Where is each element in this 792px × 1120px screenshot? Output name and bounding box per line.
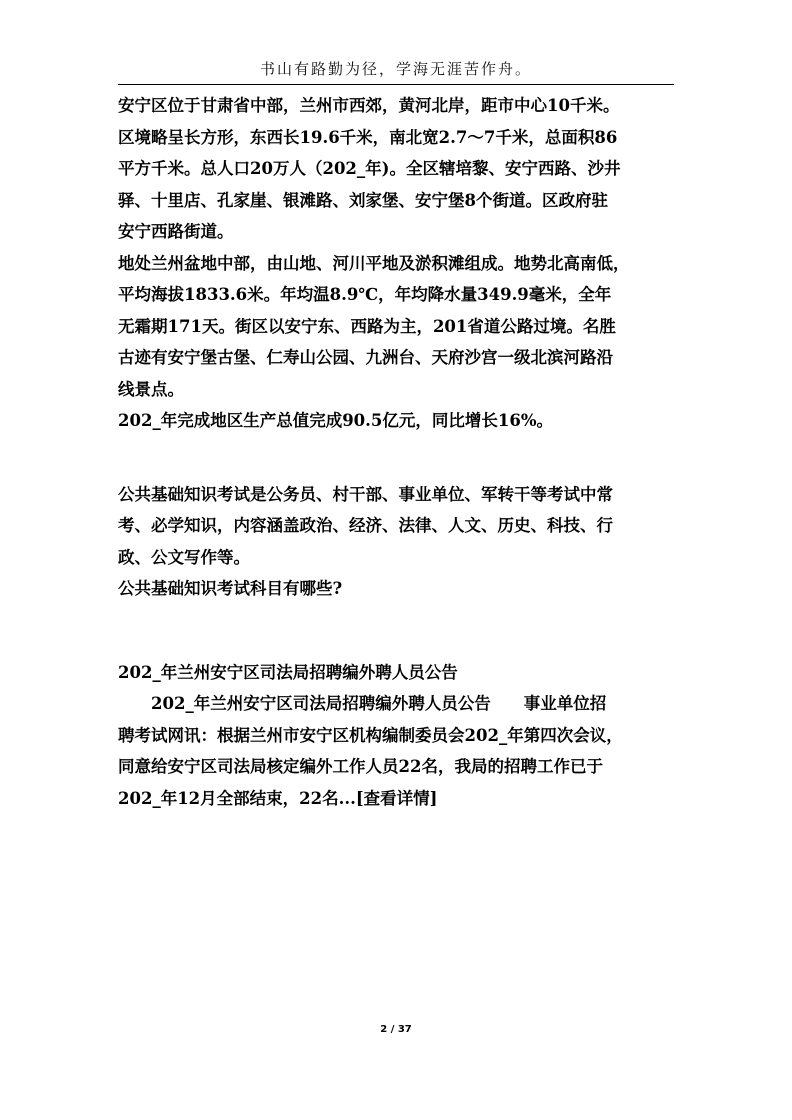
text-line: 区境略呈长方形，东西长19.6千米，南北宽2.7～7千米，总面积86 [118,127,618,147]
text-line: 无霜期171天。街区以安宁东、西路为主，201省道公路过境。名胜 [118,316,616,336]
document-body [118,90,678,814]
text-line: 平方千米。总人口20万人（202_年)。全区辖培黎、安宁西路、沙井 [118,159,621,178]
paragraph-exam-intro [118,479,678,574]
header-motto: 书山有路勤为径，学海无涯苦作舟。 [259,60,532,78]
text-line: 聘考试网讯：根据兰州市安宁区机构编制委员会202_年第四次会议， [118,725,623,745]
paragraph-economy [118,405,678,437]
paragraph-location [118,90,678,248]
article-title: 202_年兰州安宁区司法局招聘编外聘人员公告 [118,662,458,682]
text-line: 公共基础知识考试科目有哪些? [118,579,343,598]
text-line: 政、公文写作等。 [118,547,250,567]
spacer [118,605,678,657]
page-number: 2 / 37 [380,1024,412,1035]
paragraph-exam-question [118,573,678,605]
text-line: 考、必学知识，内容涵盖政治、经济、法律、人文、历史、科技、行 [118,516,613,535]
text-line: 公共基础知识考试是公务员、村干部、事业单位、军转干等考试中常 [118,484,613,504]
text-line: 线景点。 [118,379,184,399]
text-line: 202_年兰州安宁区司法局招聘编外聘人员公告 事业单位招 [118,694,607,713]
text-line: 安宁西路街道。 [118,222,234,241]
header-rule [118,84,674,85]
text-line: 202_年完成地区生产总值完成90.5亿元，同比增长16%。 [118,411,554,430]
paragraph-geography [118,248,678,406]
text-line: 同意给安宁区司法局核定编外工作人员22名，我局的招聘工作已于 [118,757,603,776]
text-line: 202_年12月全部结束，22名...[查看详情] [118,788,438,808]
text-line: 安宁区位于甘肃省中部，兰州市西郊，黄河北岸，距市中心10千米。 [118,96,620,115]
text-line: 驿、十里店、孔家崖、银滩路、刘家堡、安宁堡8个街道。区政府驻 [118,190,608,210]
text-line: 古迹有安宁堡古堡、仁寿山公园、九洲台、天府沙宫一级北滨河路沿 [118,348,613,367]
text-line: 地处兰州盆地中部，由山地、河川平地及淤积滩组成。地势北高南低， [118,253,630,273]
article-section [118,657,678,815]
page-header [118,0,674,84]
text-line: 平均海拔1833.6米。年均温8.9℃，年均降水量349.9毫米，全年 [118,285,612,304]
spacer [118,437,678,479]
